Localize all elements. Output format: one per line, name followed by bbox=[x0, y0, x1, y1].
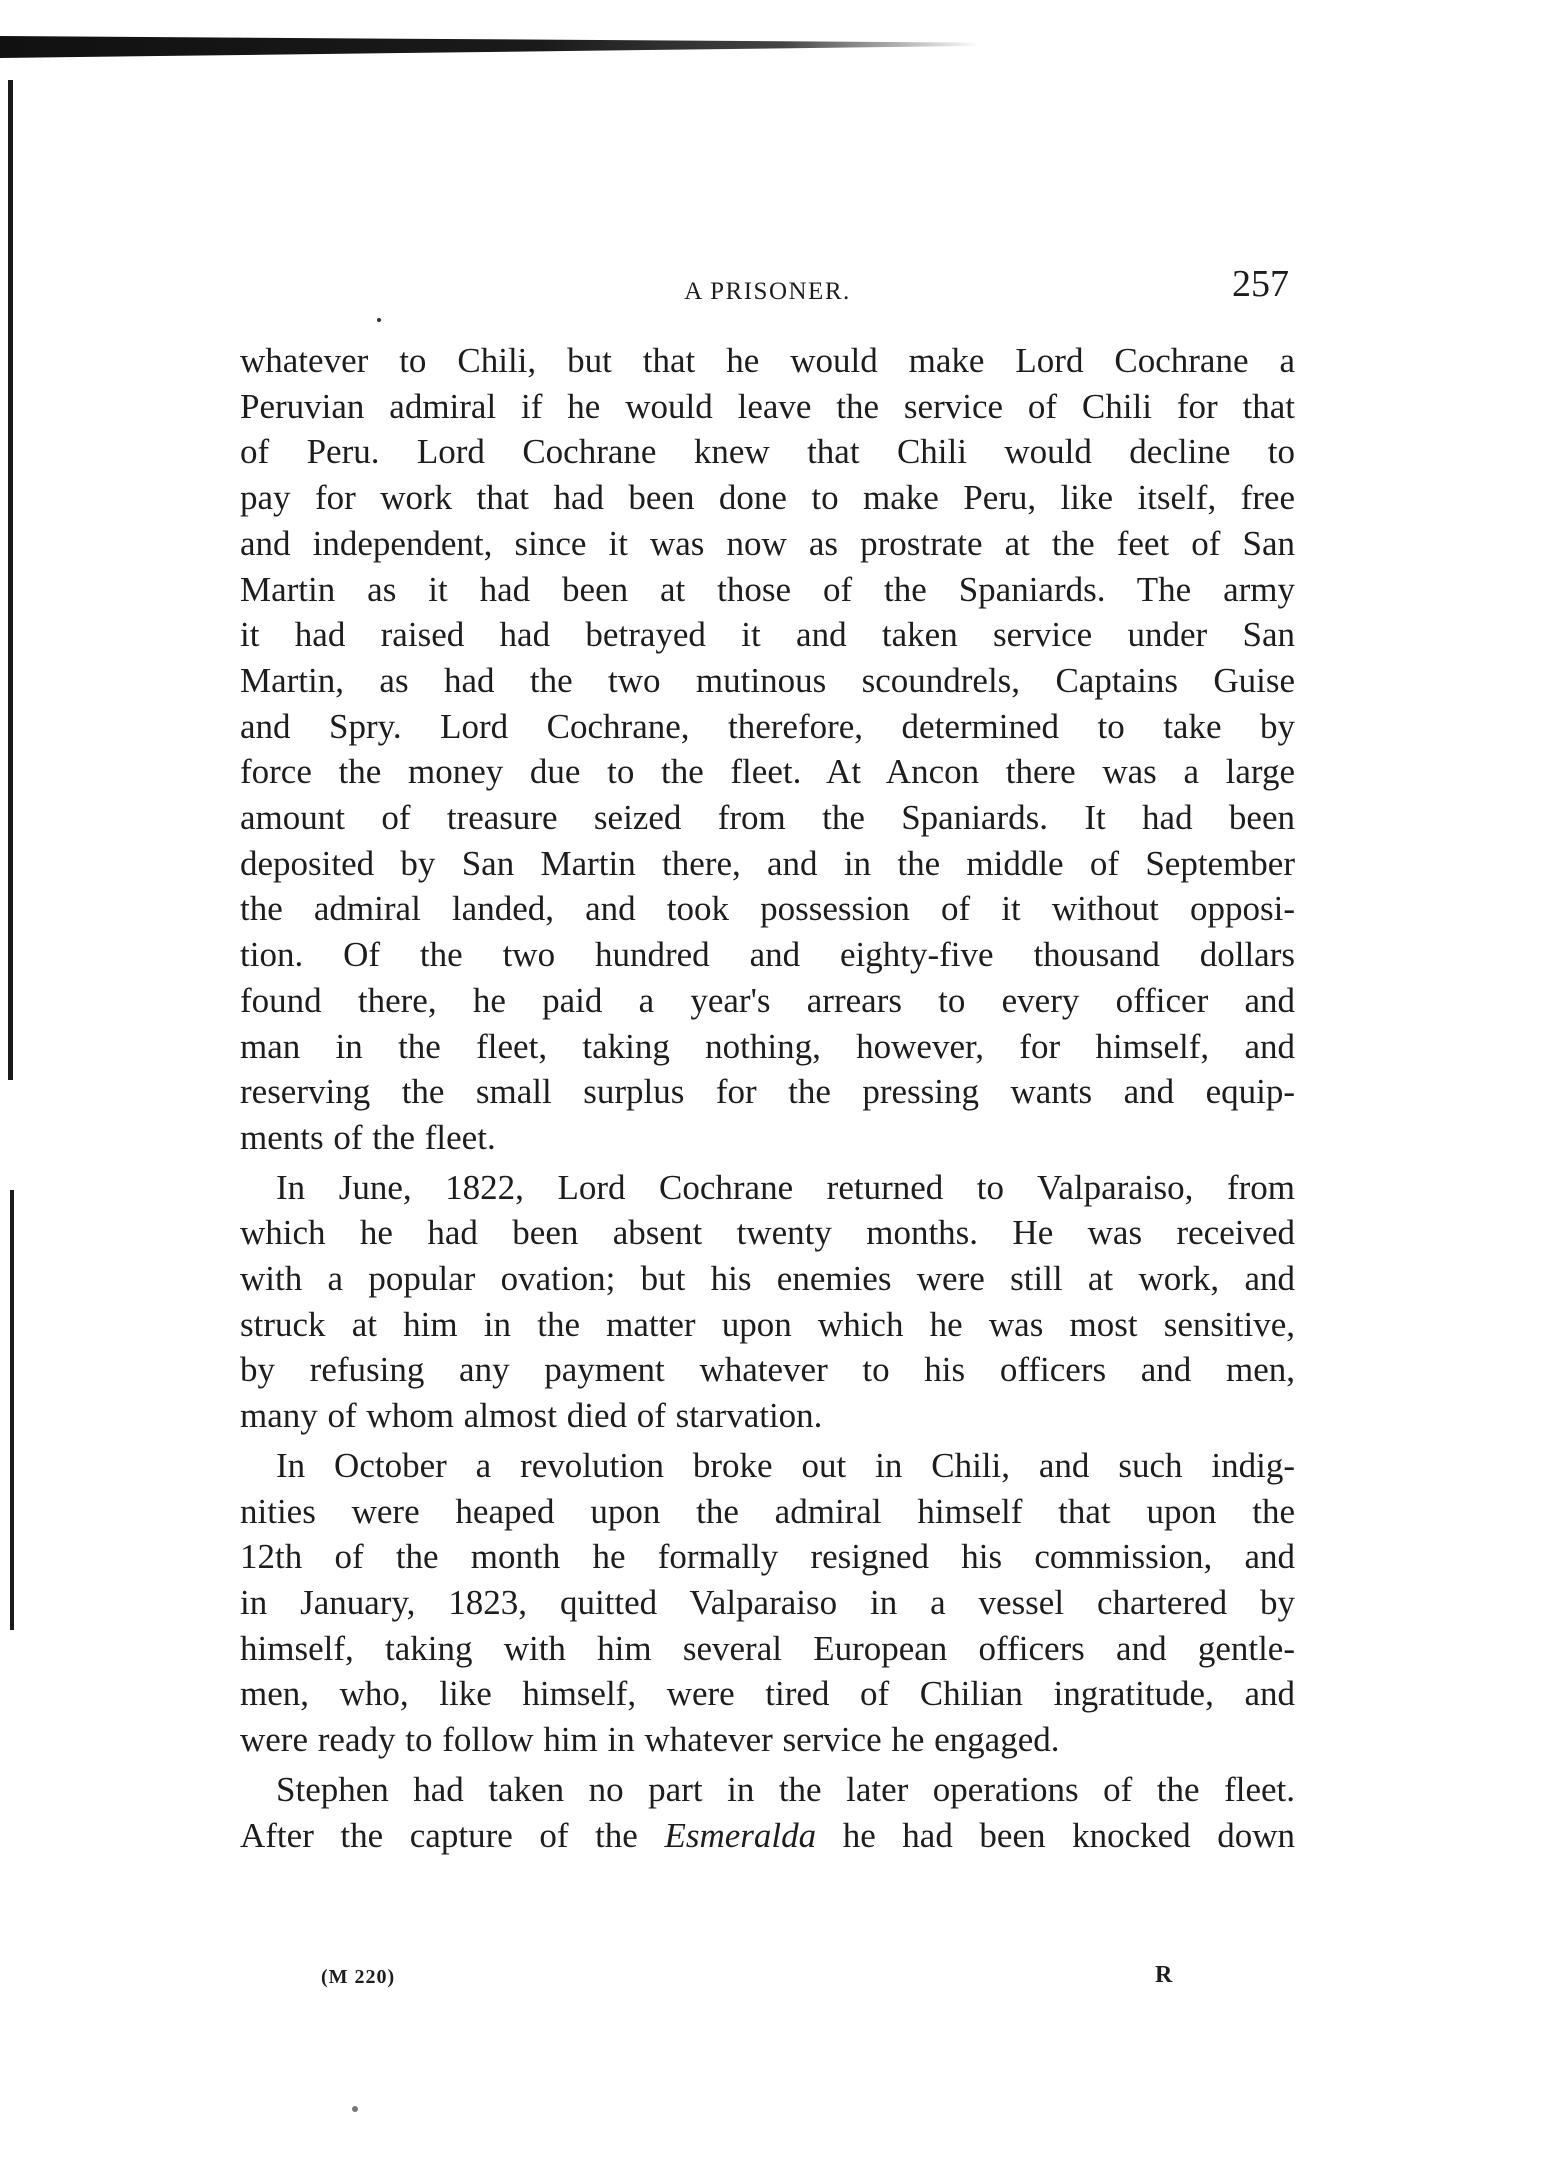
text-line: Martin as it had been at those of the Spaniards. The army bbox=[240, 569, 1295, 609]
text-line: it had raised had betrayed it and taken service under San bbox=[240, 615, 1295, 655]
body-text bbox=[240, 338, 1295, 1858]
text-line: which he had been absent twenty months. He was received bbox=[240, 1213, 1295, 1253]
scan-speck bbox=[352, 2106, 358, 2112]
running-title: A PRISONER. bbox=[684, 278, 851, 305]
text-line: force the money due to the fleet. At Ancon there was a large bbox=[240, 752, 1295, 792]
text-line: whatever to Chili, but that he would make Lord Cochrane a bbox=[240, 341, 1295, 380]
text-line: In June, 1822, Lord Cochrane returned to Valparaiso, from bbox=[276, 1167, 1295, 1207]
text-line: tion. Of the two hundred and eighty-five thousand dollars bbox=[240, 935, 1295, 975]
text-line: were ready to follow him in whatever service he engaged. bbox=[240, 1720, 1060, 1760]
text-line: himself, taking with him several European officers and gentle- bbox=[240, 1628, 1295, 1668]
text-line: in January, 1823, quitted Valparaiso in a vessel chartered by bbox=[240, 1582, 1295, 1622]
text-line: and Spry. Lord Cochrane, therefore, determined to take by bbox=[240, 706, 1295, 746]
text-line: man in the fleet, taking nothing, however, for himself, and bbox=[240, 1026, 1295, 1066]
text-line: ments of the fleet. bbox=[240, 1117, 496, 1157]
paragraph-4 bbox=[240, 1767, 1295, 1858]
scan-left-edge-lower bbox=[10, 1190, 14, 1630]
text-line: reserving the small surplus for the pressing wants and equip- bbox=[240, 1072, 1295, 1112]
text-line: 12th of the month he formally resigned his commission, and bbox=[240, 1537, 1295, 1577]
text-line: amount of treasure seized from the Spaniards. It had been bbox=[240, 798, 1295, 838]
scan-left-edge bbox=[8, 80, 13, 1080]
text-line: pay for work that had been done to make Peru, like itself, free bbox=[240, 478, 1295, 518]
text-line: Martin, as had the two mutinous scoundrels, Captains Guise bbox=[240, 660, 1295, 700]
paragraph-2 bbox=[240, 1165, 1295, 1439]
paragraph-1 bbox=[240, 338, 1295, 1161]
text-segment: he had been knocked down bbox=[842, 1815, 1296, 1855]
text-line: by refusing any payment whatever to his officers and men, bbox=[240, 1350, 1295, 1390]
text-line: many of whom almost died of starvation. bbox=[240, 1396, 823, 1436]
text-line: nities were heaped upon the admiral himself that upon the bbox=[240, 1491, 1295, 1531]
text-line: and independent, since it was now as prostrate at the feet of San bbox=[240, 523, 1295, 563]
printer-signature-letter: R bbox=[1155, 1962, 1173, 1988]
text-line: deposited by San Martin there, and in the middle of September bbox=[240, 843, 1295, 883]
text-line: of Peru. Lord Cochrane knew that Chili would decline to bbox=[240, 432, 1295, 472]
printer-signature-mark: (M 220) bbox=[321, 1966, 396, 1988]
text-line: found there, he paid a year's arrears to every officer and bbox=[240, 980, 1295, 1020]
text-line: men, who, like himself, were tired of Chilian ingratitude, and bbox=[240, 1674, 1295, 1714]
scan-binding-shadow bbox=[0, 36, 980, 58]
text-line: Peruvian admiral if he would leave the service of Chili for that bbox=[240, 386, 1295, 426]
page-header bbox=[240, 262, 1295, 312]
paragraph-3 bbox=[240, 1443, 1295, 1763]
text-line: Stephen had taken no part in the later operations of the fleet. bbox=[276, 1769, 1295, 1809]
text-line: the admiral landed, and took possession of it without opposi- bbox=[240, 889, 1295, 929]
text-line: with a popular ovation; but his enemies were still at work, and bbox=[240, 1259, 1295, 1299]
page-number: 257 bbox=[1232, 263, 1289, 305]
ship-name-italic: Esmeralda bbox=[664, 1815, 817, 1855]
text-line: In October a revolution broke out in Chili, and such indig- bbox=[276, 1445, 1295, 1485]
text-line bbox=[240, 1813, 1295, 1859]
scan-speck bbox=[377, 318, 381, 322]
text-line: struck at him in the matter upon which he was most sensitive, bbox=[240, 1304, 1295, 1344]
text-segment: After the capture of the bbox=[240, 1815, 638, 1855]
